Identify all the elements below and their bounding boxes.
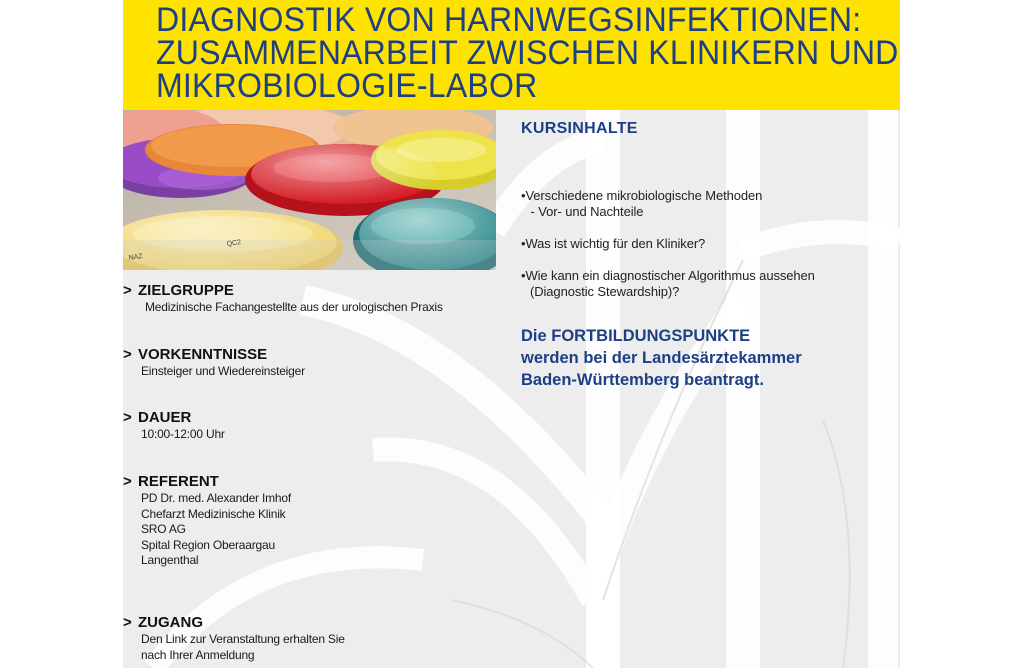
bullet-item [521,236,891,252]
heading-text: VORKENNTNISSE [138,346,268,363]
section-zielgruppe [123,282,503,316]
heading-text: DAUER [138,409,192,426]
section-dauer [123,409,503,443]
notice-line: Die FORTBILDUNGSPUNKTE [521,327,751,345]
body-line: Medizinische Fachangestellte aus der urologischen Praxis [145,300,443,314]
section-heading [123,409,503,427]
section-body [141,632,503,663]
body-line: Chefarzt Medizinische Klinik [141,506,286,521]
section-zugang [123,614,503,663]
content-bullets [521,188,891,316]
arrow-right-icon: > [123,614,132,631]
course-content [521,120,891,389]
section-heading [123,282,503,300]
page-title [156,1,899,105]
arrow-right-icon: > [123,409,132,426]
title-line-1: DIAGNOSTIK VON HARNWEGSINFEKTIONEN: [156,1,862,39]
bullet-line: - Vor- und Nachteile [527,204,644,219]
bullet-line: (Diagnostic Stewardship)? [530,284,680,299]
notice-line: Baden-Württemberg beantragt. [521,371,764,389]
body-line: nach Ihrer Anmeldung [141,647,255,662]
bullet-line: •Wie kann ein diagnostischer Algorithmus aussehen [521,268,815,283]
section-body [141,364,503,380]
body-line: Spital Region Oberaargau [141,537,275,552]
body-line: SRO AG [141,522,186,536]
notice-line: werden bei der Landesärztekammer [521,349,802,367]
section-heading [123,346,503,364]
title-line-3: MIKROBIOLOGIE-LABOR [156,67,538,105]
dish-label-naz: NAZ [128,253,144,262]
dish-label-qc2: QC2 [226,239,242,248]
body-line: Langenthal [141,553,199,567]
title-banner [123,0,900,110]
section-body [145,300,503,316]
body-line: Den Link zur Veranstaltung erhalten Sie [141,632,345,646]
section-vorkenntnisse [123,346,503,380]
fortbildungspunkte-notice [521,325,891,391]
petri-dishes-photo [123,110,496,270]
flyer-page [123,0,900,668]
kursinhalte-heading: KURSINHALTE [521,120,638,137]
section-heading [123,473,503,491]
bullet-item [521,188,891,220]
petri-dishes-image [123,110,496,270]
heading-text: REFERENT [138,473,219,490]
bullet-item [521,268,891,300]
bullet-line: •Was ist wichtig für den Kliniker? [521,236,706,251]
section-body [141,427,503,443]
section-referent [123,473,503,569]
heading-text: ZIELGRUPPE [138,282,234,299]
bullet-line: •Verschiedene mikrobiologische Methoden [521,188,763,203]
body-line: PD Dr. med. Alexander Imhof [141,491,292,505]
arrow-right-icon: > [123,346,132,363]
section-heading [123,614,503,632]
arrow-right-icon: > [123,282,132,299]
heading-text: ZUGANG [138,614,203,631]
section-body [141,491,503,569]
body-line: 10:00-12:00 Uhr [141,427,225,441]
body-line: Einsteiger und Wiedereinsteiger [141,364,305,378]
arrow-right-icon: > [123,473,132,490]
title-line-2: ZUSAMMENARBEIT ZWISCHEN KLINIKERN UND [156,34,899,72]
